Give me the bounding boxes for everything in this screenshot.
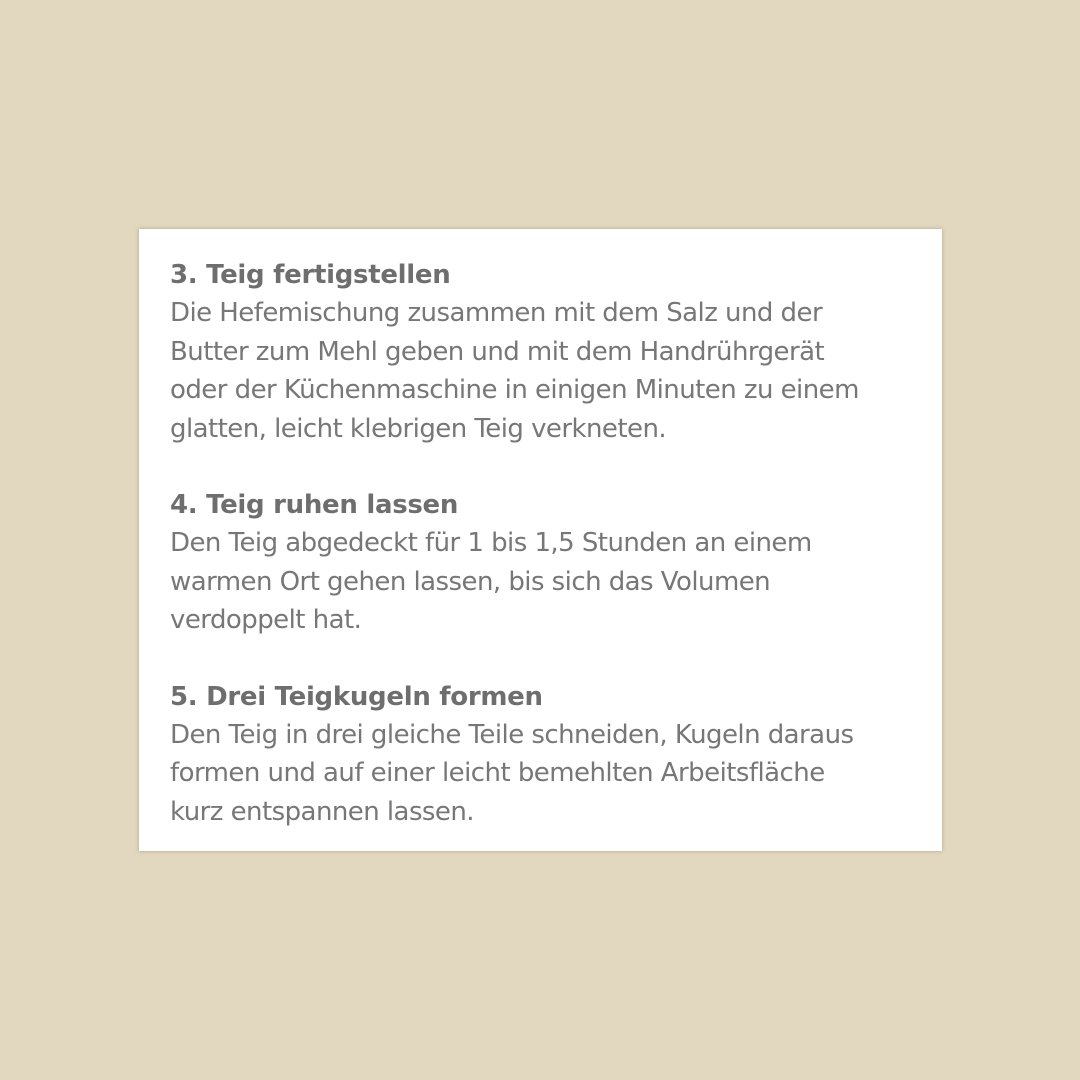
step-5-title: 5. Drei Teigkugeln formen	[170, 681, 543, 712]
step-3	[170, 256, 922, 448]
step-5-text-line-1: Den Teig in drei gleiche Teile schneiden, Kugeln daraus	[170, 719, 854, 750]
step-5-text-line-3: kurz entspannen lassen.	[170, 796, 475, 827]
step-3-text-line-3: oder der Küchenmaschine in einigen Minuten zu einem	[170, 375, 859, 405]
step-4-text-line-1: Den Teig abgedeckt für 1 bis 1,5 Stunden an einem	[170, 528, 812, 558]
step-3-text-line-2: Butter zum Mehl geben und mit dem Handrührgerät	[170, 336, 825, 367]
step-4-title: 4. Teig ruhen lassen	[170, 490, 459, 520]
step-3-text-line-1: Die Hefemischung zusammen mit dem Salz und der	[170, 298, 823, 328]
step-4-text-line-2: warmen Ort gehen lassen, bis sich das Volumen	[170, 566, 771, 597]
step-5	[170, 678, 922, 832]
recipe-steps-card	[139, 229, 942, 851]
step-3-title: 3. Teig fertigstellen	[170, 260, 451, 290]
step-4	[170, 486, 922, 640]
step-4-text-line-3: verdoppelt hat.	[170, 605, 362, 635]
step-5-text-line-2: formen und auf einer leicht bemehlten Arbeitsfläche	[170, 758, 825, 788]
step-3-text-line-4: glatten, leicht klebrigen Teig verkneten.	[170, 413, 667, 444]
